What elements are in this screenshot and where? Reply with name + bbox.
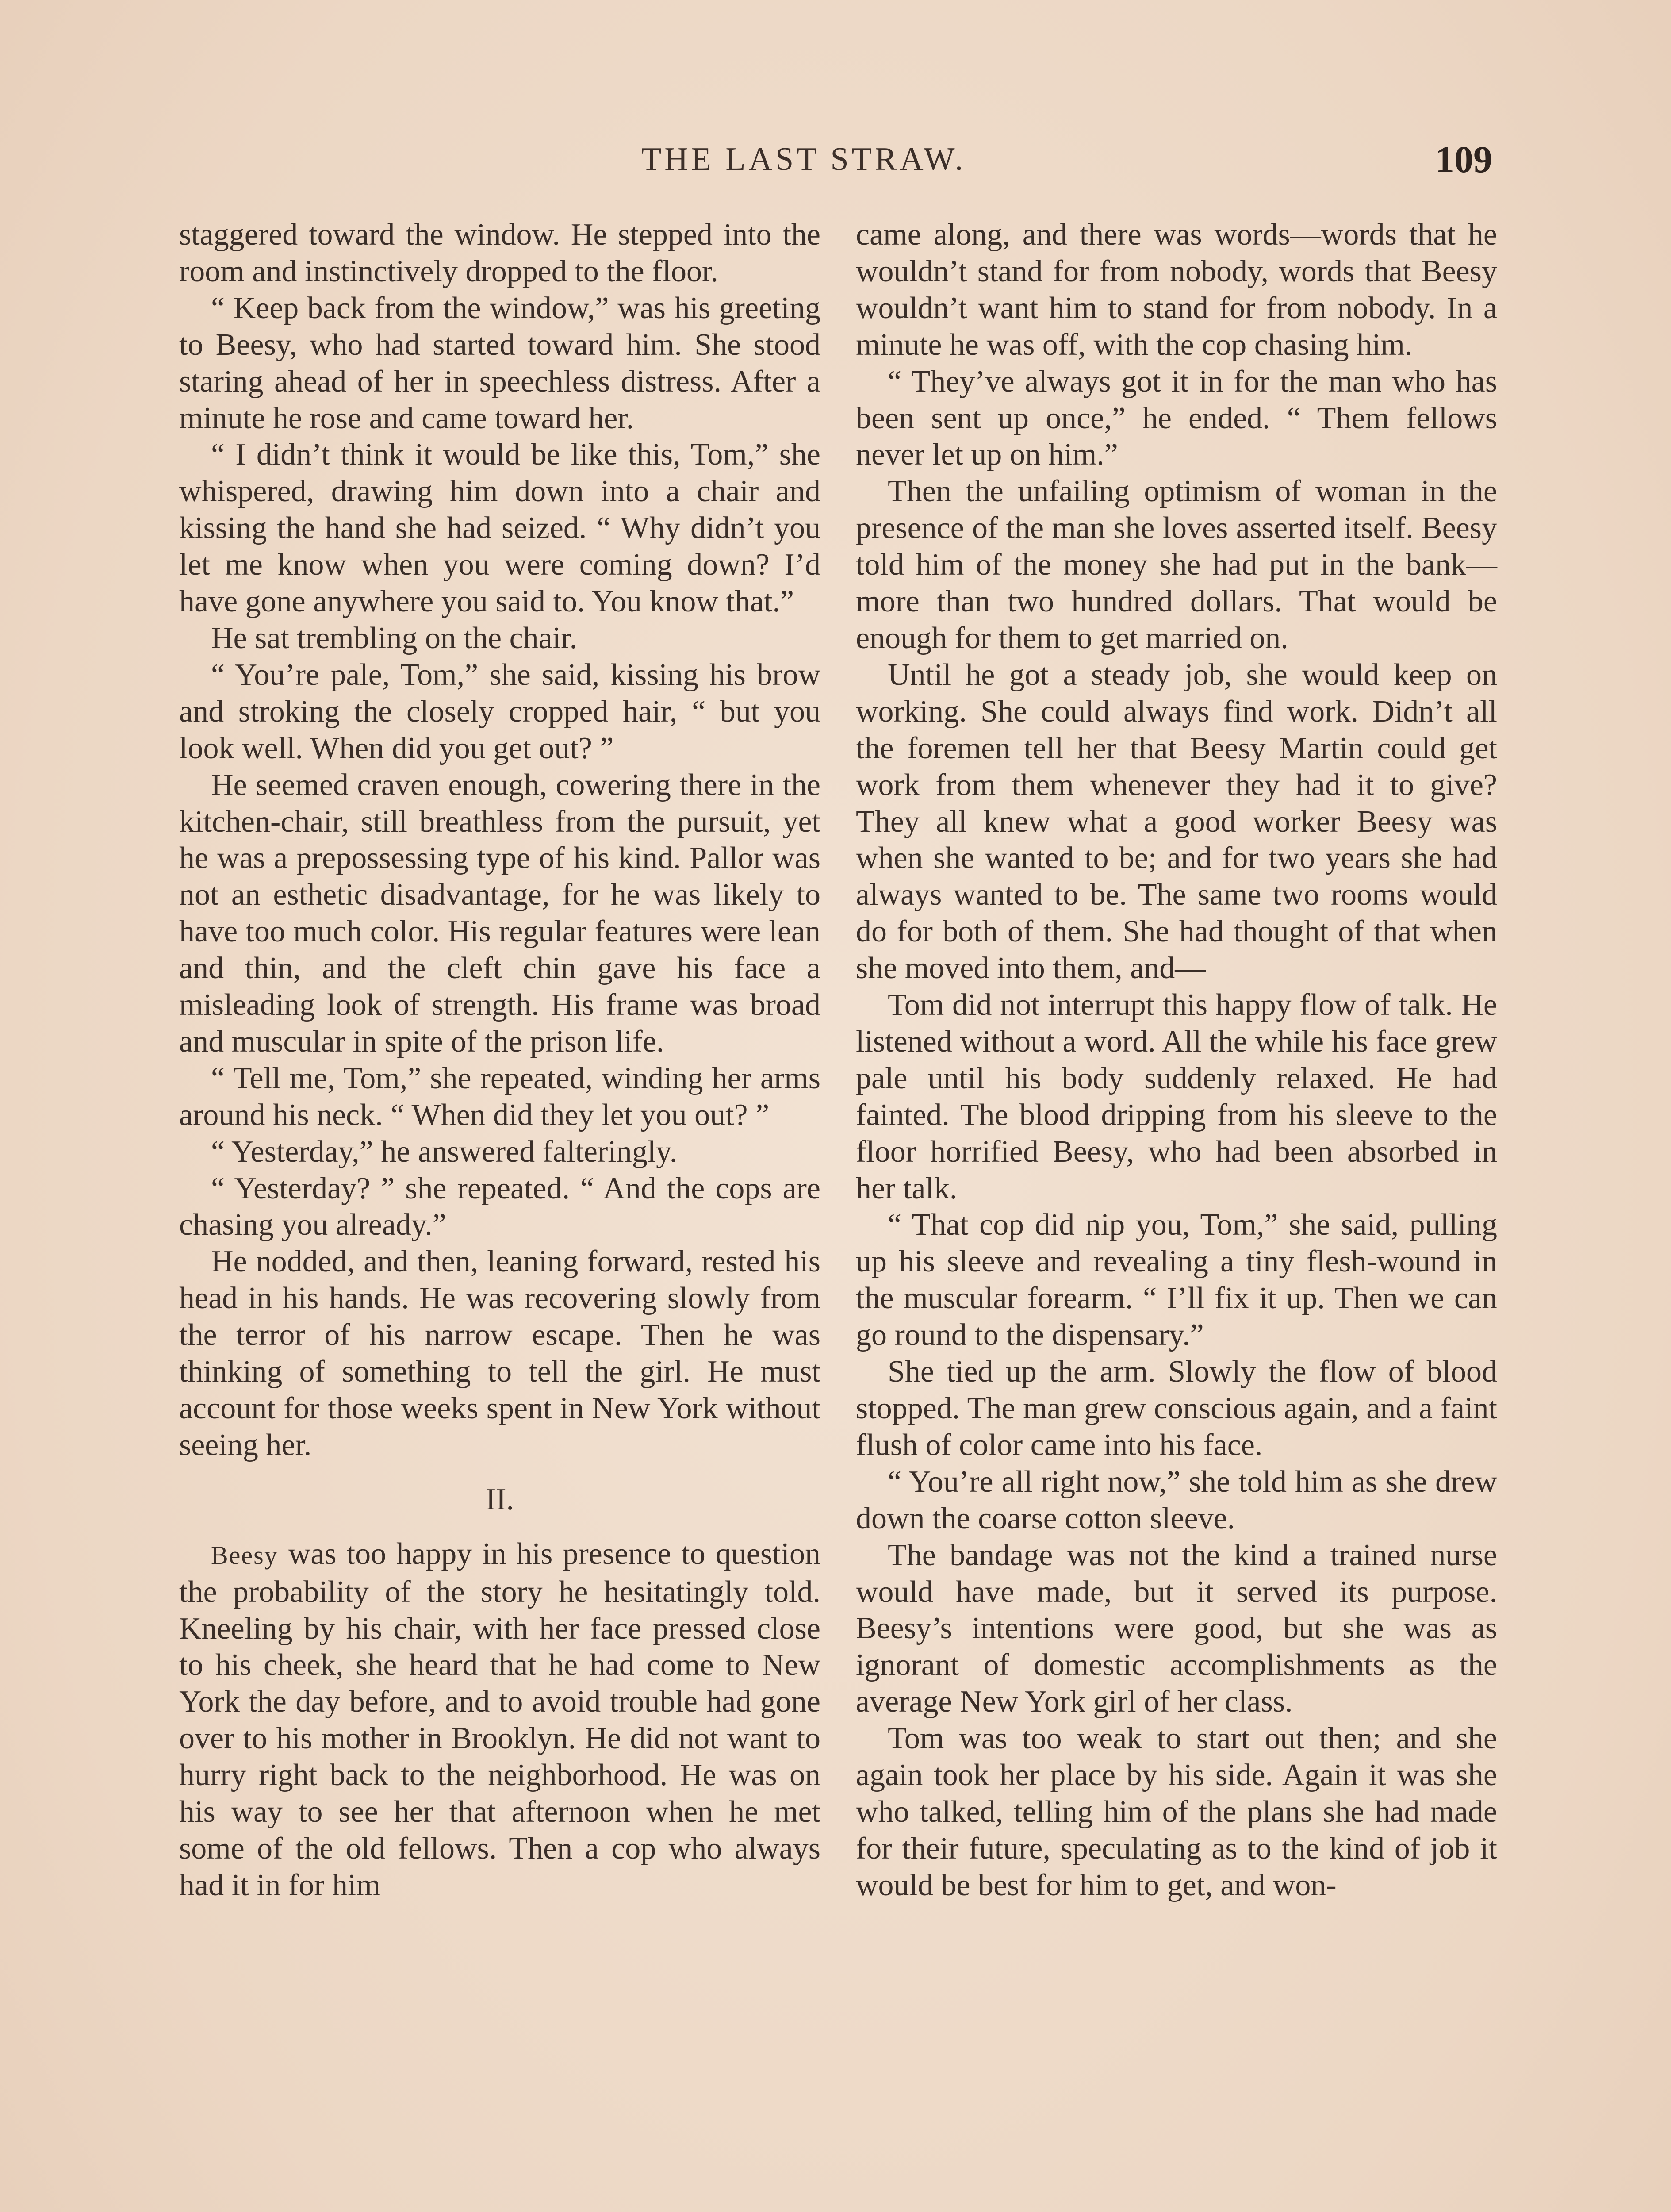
paragraph: staggered toward the window. He stepped into the room and instinctively dropped to the floor.	[179, 218, 820, 288]
paragraph: “ I didn’t think it would be like this, Tom,” she whispered, drawing him down into a chair and kissing the hand she had seized. “ Why didn’t you let me know when you were coming down? I’d have gone anywhere you said to. You know that.”	[179, 438, 820, 619]
section-first-paragraph	[179, 1536, 820, 1904]
paragraph: “ Yesterday,” he answered falteringly.	[211, 1134, 678, 1169]
paragraph: “ Yesterday? ” she repeated. “ And the cops are chasing you already.”	[179, 1171, 820, 1242]
paragraph: “ You’re all right now,” she told him as she drew down the coarse cotton sleeve.	[856, 1464, 1497, 1536]
paragraph: “ Tell me, Tom,” she repeated, winding her arms around his neck. “ When did they let you out? ”	[179, 1061, 820, 1132]
paragraph: Tom did not interrupt this happy flow of talk. He listened without a word. All the while his face grew pale until his body suddenly relaxed. He had fainted. The blood dripping from his sleeve to the floor horrified Beesy, who had been absorbed in her talk.	[856, 988, 1497, 1206]
right-column	[856, 217, 1497, 1904]
paragraph: Then the unfailing optimism of woman in the presence of the man she loves asserted itself. Beesy told him of the money she had put in the bank—more than two hundred dollars. That would be enough for them to get married on.	[856, 474, 1497, 655]
paragraph: came along, and there was words—words that he wouldn’t stand for from nobody, words that Beesy wouldn’t want him to stand for from nobody. In a minute he was off, with the cop chasing him.	[856, 218, 1497, 362]
paragraph: “ You’re pale, Tom,” she said, kissing his brow and stroking the closely cropped hair, “ but you look well. When did you get out? ”	[179, 657, 820, 765]
paragraph: “ That cop did nip you, Tom,” she said, pulling up his sleeve and revealing a tiny flesh-wound in the muscular forearm. “ I’ll fix it up. Then we can go round to the dispensary.”	[856, 1208, 1497, 1352]
paragraph-text: was too happy in his presence to question the probability of the story he hesitatingly told. Kneeling by his chair, with her face pressed close to his cheek, she heard that he had come to New York the day before, and to avoid trouble had gone over to his mother in Brooklyn. He did not want to hurry right back to the neighborhood. He was on his way to see her that afternoon when he met some of the old fellows. Then a cop who always had it in for him	[179, 1536, 820, 1902]
paragraph: She tied up the arm. Slowly the flow of blood stopped. The man grew conscious again, and a faint flush of color came into his face.	[856, 1355, 1497, 1462]
paragraph: He sat trembling on the chair.	[211, 621, 578, 655]
left-column	[179, 217, 820, 1904]
paragraph: Until he got a steady job, she would keep on working. She could always find work. Didn’t all the foremen tell her that Beesy Martin could get work from them whenever they had it to give? They all knew what a good worker Beesy was when she wanted to be; and for two years she had always wanted to be. The same two rooms would do for both of them. She had thought of that when she moved into them, and—	[856, 657, 1497, 986]
paragraph: He seemed craven enough, cowering there in the kitchen-chair, still breathless from the pursuit, yet he was a prepossessing type of his kind. Pallor was not an esthetic disadvantage, for he was likely to have too much color. His regular features were lean and thin, and the cleft chin gave his face a misleading look of strength. His frame was broad and muscular in spite of the prison life.	[179, 768, 820, 1059]
small-caps-opening: Beesy	[211, 1540, 278, 1570]
paragraph: The bandage was not the kind a trained nurse would have made, but it served its purpose. Beesy’s intentions were good, but she was as ignorant of domestic accomplishments as the average New York girl of her class.	[856, 1538, 1497, 1719]
section-heading: II.	[485, 1482, 514, 1517]
paragraph: “ They’ve always got it in for the man who has been sent up once,” he ended. “ Them fellows never let up on him.”	[856, 364, 1497, 472]
paragraph: Tom was too weak to start out then; and she again took her place by his side. Again it was she who talked, telling him of the plans she had made for their future, speculating as to the kind of job it would be best for him to get, and won-	[856, 1721, 1497, 1902]
paragraph: “ Keep back from the window,” was his greeting to Beesy, who had started toward him. She stood staring ahead of her in speechless distress. After a minute he rose and came toward her.	[179, 291, 820, 435]
page-number: 109	[1435, 138, 1492, 180]
running-title: THE LAST STRAW.	[641, 141, 966, 177]
paragraph: He nodded, and then, leaning forward, rested his head in his hands. He was recovering slowly from the terror of his narrow escape. Then he was thinking of something to tell the girl. He must account for those weeks spent in New York without seeing her.	[179, 1244, 820, 1462]
